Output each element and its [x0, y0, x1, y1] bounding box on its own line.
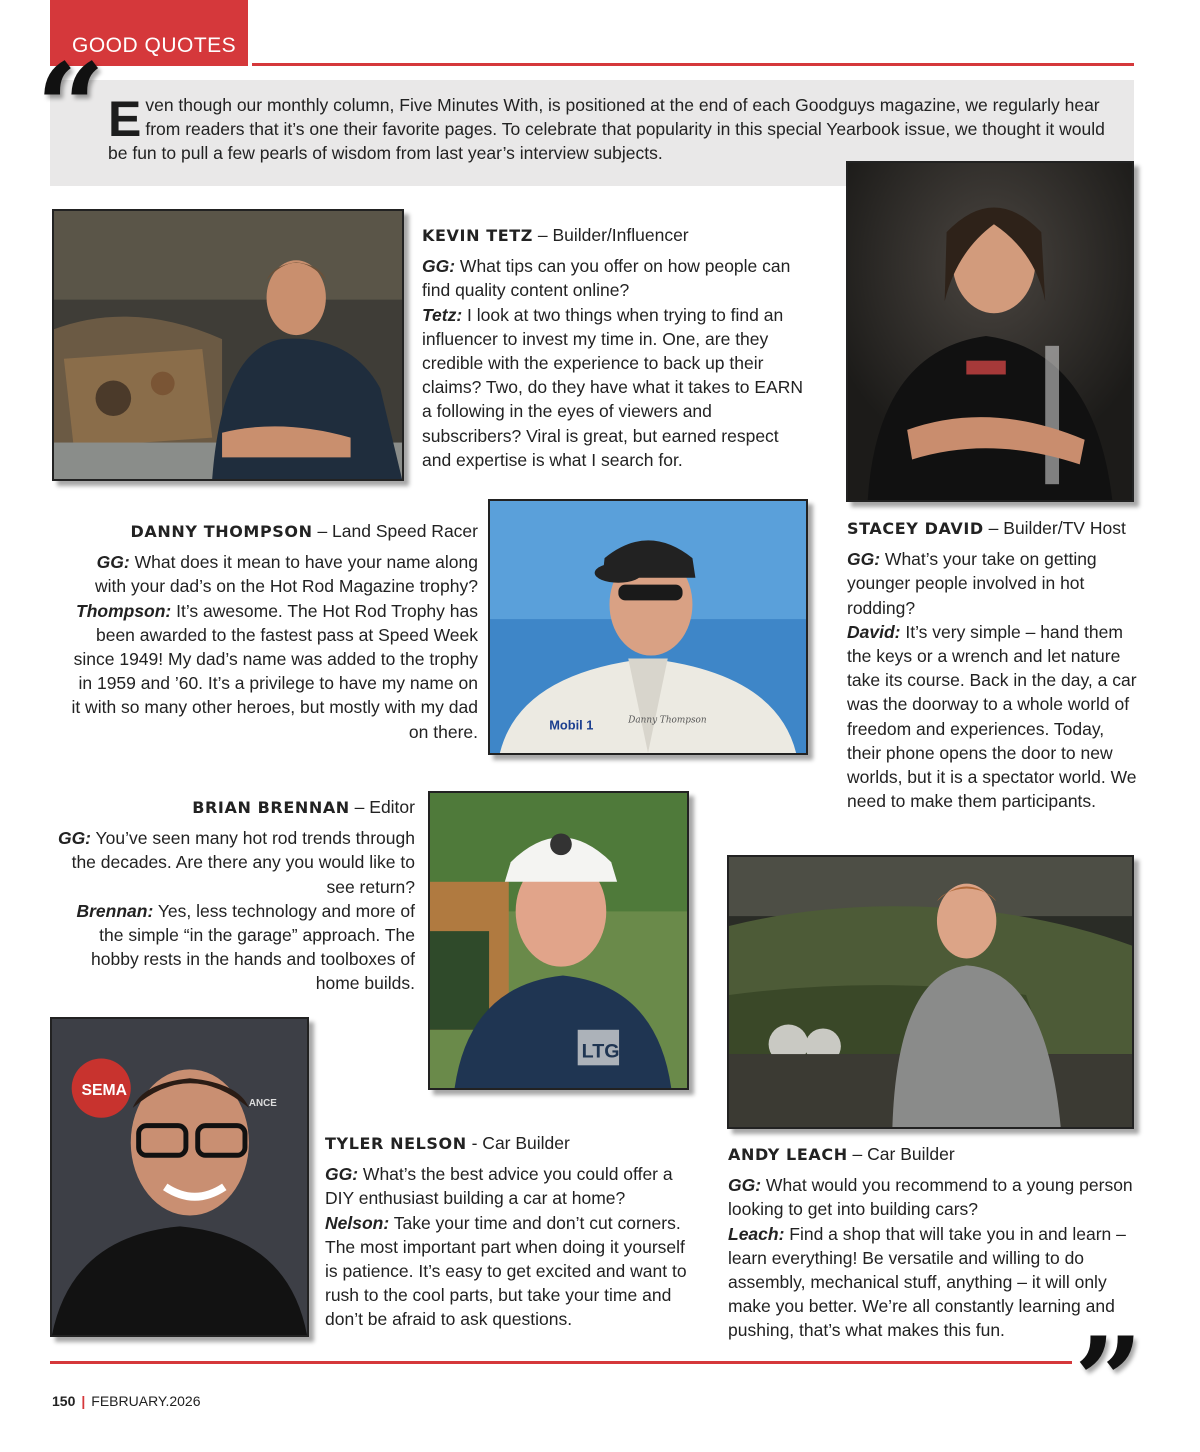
tyler-nelson-photo: [50, 1017, 309, 1337]
quote-role: – Builder/Influencer: [532, 225, 689, 245]
answer-label: Tetz:: [422, 304, 463, 325]
footer-rule: [50, 1361, 1072, 1364]
quote-tyler-nelson: [325, 1131, 695, 1332]
quote-role: – Land Speed Racer: [312, 521, 478, 541]
quote-brian-brennan: [52, 795, 415, 996]
question-label: GG:: [847, 549, 881, 570]
thompson-signature: Danny Thompson: [628, 715, 707, 726]
danny-thompson-photo: [488, 499, 808, 755]
quote-role: - Car Builder: [466, 1133, 570, 1153]
quote-name: ANDY LEACH: [728, 1145, 848, 1164]
open-quote-icon: “: [36, 37, 106, 178]
answer-label: Nelson:: [325, 1212, 390, 1233]
question-text: What would you recommend to a young person looking to get into building cars?: [728, 1175, 1133, 1220]
intro-paragraph: [108, 93, 1108, 165]
question-text: What does it mean to have your name along with your dad’s on the Hot Rod Magazine trophy?: [95, 552, 478, 597]
intro-text: ven though our monthly column, Five Minutes With, is positioned at the end of each Goodguys magazine, we regularly hear from readers that it’s one their favorite pages. To celebrate that popularity in this special Yearbook issue, we thought it would be fun to pull a few pearls of wisdom from last year’s interview subjects.: [108, 95, 1105, 163]
mobil-patch: Mobil 1: [549, 717, 594, 733]
page-folio: [52, 1393, 201, 1409]
quote-role: – Builder/TV Host: [983, 518, 1126, 538]
answer-text: It’s very simple – hand them the keys or a wrench and let nature take its course. Back in the day, a car was the doorway to a whole world of freedom and experiences. Today, their phone opens the door to new worlds, but it is a spectator world. We need to make them participants.: [847, 621, 1137, 812]
answer-label: Brennan:: [76, 900, 154, 921]
quote-role: – Editor: [349, 797, 415, 817]
intro-dropcap: E: [108, 91, 142, 147]
brennan-shirt-logo: LTG: [581, 1040, 620, 1063]
answer-text: I look at two things when trying to find an influencer to invest my time in. One, are they credible with the experience to back up their claims? Two, do they have what it takes to EARN a following in the eyes of viewers and subscribers? Viral is great, but earned respect and expertise is what I search for.: [422, 304, 803, 470]
quote-danny-thompson: [70, 519, 478, 744]
kevin-tetz-photo: [52, 209, 404, 481]
question-text: You’ve seen many hot rod trends through the decades. Are there any you would like to see return?: [71, 828, 415, 897]
answer-text: Yes, less technology and more of the simple “in the garage” approach. The hobby rests in the hands and toolboxes of home builds.: [91, 900, 415, 994]
answer-label: Leach:: [728, 1223, 785, 1244]
quote-name: DANNY THOMPSON: [130, 522, 313, 541]
question-label: GG:: [325, 1164, 359, 1185]
question-label: GG:: [96, 552, 130, 573]
close-quote-icon: ”: [1074, 1311, 1144, 1452]
quote-role: – Car Builder: [847, 1144, 955, 1164]
answer-label: Thompson:: [76, 600, 172, 621]
quote-name: BRIAN BRENNAN: [192, 798, 350, 817]
answer-text: It’s awesome. The Hot Rod Trophy has been awarded to the fastest pass at Speed Week since 1949! My dad’s name was added to the trophy in 1959 and ’60. It’s a privilege to have my name on it with so many other heroes, but mostly with my dad on there.: [71, 600, 478, 742]
answer-text: Find a shop that will take you in and learn – learn everything! Be versatile and willing to do assembly, mechanical stuff, anything – it will only make you better. We’re all constantly learning and pushing, that’s what makes this fun.: [728, 1223, 1126, 1341]
page-number: 150: [52, 1393, 76, 1409]
quote-name: STACEY DAVID: [847, 519, 984, 538]
answer-label: David:: [847, 621, 901, 642]
quote-name: KEVIN TETZ: [422, 226, 533, 245]
section-label: GOOD QUOTES: [72, 34, 237, 57]
question-label: GG:: [57, 828, 92, 849]
answer-text: Take your time and don’t cut corners. The most important part when doing it yourself is patience. It’s easy to get excited and want to rush to the cool parts, but take your time and don’t be afraid to ask questions.: [325, 1212, 687, 1330]
brian-brennan-photo: [428, 791, 689, 1090]
question-label: GG:: [728, 1175, 762, 1196]
andy-leach-photo: [727, 855, 1134, 1129]
question-text: What’s your take on getting younger people involved in hot rodding?: [847, 549, 1097, 618]
quote-stacey-david: [847, 516, 1142, 813]
stacey-david-photo: [846, 161, 1134, 502]
header-rule: [252, 63, 1134, 66]
folio-separator: |: [81, 1393, 86, 1409]
quote-kevin-tetz: [422, 223, 807, 472]
backdrop-text: ANCE: [248, 1097, 277, 1109]
question-text: What’s the best advice you could offer a DIY enthusiast building a car at home?: [325, 1164, 673, 1209]
question-text: What tips can you offer on how people can find quality content online?: [422, 256, 791, 301]
issue-date: FEBRUARY.2026: [91, 1393, 201, 1409]
quote-name: TYLER NELSON: [325, 1134, 467, 1153]
question-label: GG:: [422, 256, 456, 277]
sema-logo: SEMA: [81, 1082, 128, 1100]
